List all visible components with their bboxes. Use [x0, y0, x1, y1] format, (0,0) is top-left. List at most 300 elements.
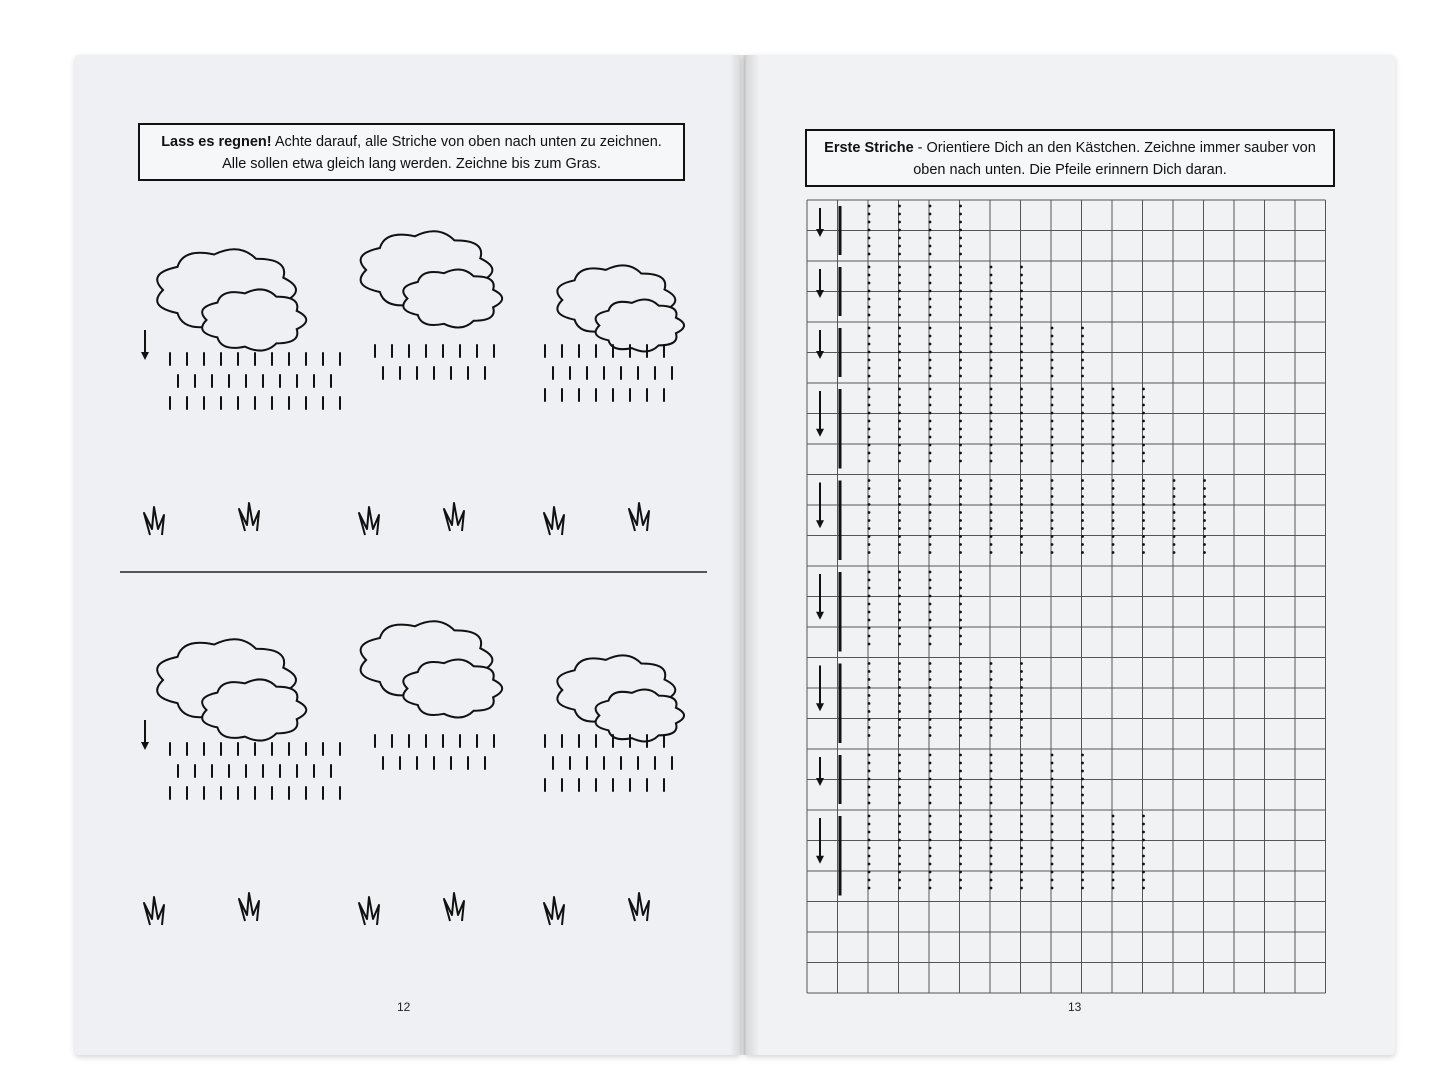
trace-dot — [868, 855, 871, 858]
trace-dot — [898, 734, 901, 737]
trace-dot — [868, 351, 871, 354]
trace-dot — [959, 460, 962, 463]
trace-dot — [1173, 479, 1176, 482]
trace-dot — [868, 778, 871, 781]
trace-dot — [929, 479, 932, 482]
trace-dot — [929, 367, 932, 370]
trace-dot — [1051, 535, 1054, 538]
trace-dot — [1051, 335, 1054, 338]
trace-dot — [990, 343, 993, 346]
trace-dot — [1051, 823, 1054, 826]
trace-dot — [929, 794, 932, 797]
trace-dot — [1112, 404, 1115, 407]
trace-dot — [990, 678, 993, 681]
trace-dot — [898, 619, 901, 622]
trace-dot — [929, 487, 932, 490]
trace-dot — [868, 205, 871, 208]
trace-dot — [868, 694, 871, 697]
trace-dot — [898, 778, 901, 781]
trace-dot — [1112, 879, 1115, 882]
trace-dot — [1051, 436, 1054, 439]
trace-dot — [929, 511, 932, 514]
trace-dot — [959, 388, 962, 391]
trace-dot — [1020, 710, 1023, 713]
trace-dot — [1142, 551, 1145, 554]
trace-dot — [1081, 887, 1084, 890]
trace-dot — [1112, 871, 1115, 874]
trace-dot — [898, 290, 901, 293]
trace-dot — [1173, 527, 1176, 530]
trace-dot — [959, 686, 962, 689]
trace-dot — [929, 460, 932, 463]
trace-dot — [868, 762, 871, 765]
trace-dot — [868, 444, 871, 447]
trace-dot — [898, 611, 901, 614]
trace-dot — [959, 444, 962, 447]
right-instruction-title: Erste Striche — [824, 140, 914, 156]
grass-icon — [629, 893, 649, 921]
trace-dot — [1112, 855, 1115, 858]
trace-dot — [1051, 762, 1054, 765]
trace-dot — [1020, 452, 1023, 455]
grass-icon — [144, 897, 164, 925]
trace-dot — [1112, 535, 1115, 538]
trace-dot — [868, 770, 871, 773]
trace-dot — [1020, 839, 1023, 842]
trace-dot — [959, 290, 962, 293]
trace-dot — [868, 388, 871, 391]
trace-dot — [1020, 479, 1023, 482]
trace-dot — [990, 420, 993, 423]
trace-dot — [959, 375, 962, 378]
trace-dot — [959, 778, 962, 781]
cloud-icon — [202, 679, 306, 740]
trace-dot — [929, 726, 932, 729]
trace-dot — [1081, 511, 1084, 514]
trace-dot — [959, 678, 962, 681]
trace-dot — [929, 734, 932, 737]
trace-dot — [868, 802, 871, 805]
arrow-down-icon — [816, 290, 824, 298]
trace-dot — [959, 831, 962, 834]
trace-dot — [990, 670, 993, 673]
trace-dot — [929, 351, 932, 354]
trace-dot — [929, 452, 932, 455]
trace-dot — [868, 412, 871, 415]
trace-dot — [1142, 871, 1145, 874]
trace-dot — [1020, 343, 1023, 346]
trace-dot — [1051, 815, 1054, 818]
trace-dot — [959, 503, 962, 506]
right-grid-exercise — [807, 200, 1326, 993]
trace-dot — [868, 266, 871, 269]
trace-dot — [1020, 686, 1023, 689]
trace-dot — [868, 404, 871, 407]
trace-dot — [1081, 831, 1084, 834]
trace-dot — [868, 359, 871, 362]
trace-dot — [1020, 662, 1023, 665]
trace-dot — [959, 306, 962, 309]
trace-dot — [898, 511, 901, 514]
trace-dot — [868, 396, 871, 399]
trace-dot — [929, 571, 932, 574]
trace-dot — [898, 579, 901, 582]
trace-dot — [959, 213, 962, 216]
trace-dot — [929, 359, 932, 362]
trace-dot — [898, 855, 901, 858]
trace-dot — [929, 375, 932, 378]
trace-dot — [1081, 351, 1084, 354]
trace-dot — [990, 754, 993, 757]
trace-dot — [1020, 351, 1023, 354]
trace-dot — [868, 503, 871, 506]
trace-dot — [868, 327, 871, 330]
trace-dot — [1081, 794, 1084, 797]
trace-dot — [868, 710, 871, 713]
trace-dot — [868, 887, 871, 890]
trace-dot — [1112, 527, 1115, 530]
trace-dot — [1112, 815, 1115, 818]
trace-dot — [959, 603, 962, 606]
trace-dot — [929, 282, 932, 285]
arrow-down-icon — [816, 856, 824, 864]
trace-dot — [1142, 855, 1145, 858]
trace-dot — [1081, 871, 1084, 874]
trace-dot — [1020, 887, 1023, 890]
trace-dot — [1112, 847, 1115, 850]
trace-dot — [1051, 847, 1054, 850]
trace-dot — [1112, 551, 1115, 554]
trace-dot — [898, 587, 901, 590]
trace-dot — [929, 436, 932, 439]
trace-dot — [898, 786, 901, 789]
trace-dot — [1112, 495, 1115, 498]
trace-dot — [898, 839, 901, 842]
trace-dot — [929, 863, 932, 866]
trace-dot — [990, 412, 993, 415]
trace-dot — [1142, 823, 1145, 826]
trace-dot — [898, 754, 901, 757]
trace-dot — [990, 298, 993, 301]
trace-dot — [1142, 511, 1145, 514]
trace-dot — [959, 702, 962, 705]
trace-dot — [1051, 420, 1054, 423]
trace-dot — [1081, 762, 1084, 765]
trace-dot — [990, 396, 993, 399]
trace-dot — [990, 351, 993, 354]
trace-dot — [990, 282, 993, 285]
trace-dot — [898, 205, 901, 208]
trace-dot — [1020, 375, 1023, 378]
trace-dot — [929, 762, 932, 765]
arrow-down-icon — [816, 429, 824, 437]
trace-dot — [1020, 495, 1023, 498]
trace-dot — [1020, 396, 1023, 399]
trace-dot — [959, 282, 962, 285]
trace-dot — [1020, 274, 1023, 277]
trace-dot — [898, 375, 901, 378]
trace-dot — [868, 635, 871, 638]
trace-dot — [1081, 823, 1084, 826]
trace-dot — [1020, 306, 1023, 309]
trace-dot — [898, 543, 901, 546]
trace-dot — [1051, 479, 1054, 482]
trace-dot — [868, 579, 871, 582]
trace-dot — [1051, 452, 1054, 455]
trace-dot — [1051, 343, 1054, 346]
trace-dot — [1081, 786, 1084, 789]
arrow-down-icon — [816, 703, 824, 711]
trace-dot — [990, 535, 993, 538]
trace-dot — [990, 487, 993, 490]
trace-dot — [898, 770, 901, 773]
trace-dot — [959, 487, 962, 490]
trace-dot — [1081, 778, 1084, 781]
trace-dot — [1051, 327, 1054, 330]
trace-dot — [1142, 863, 1145, 866]
trace-dot — [929, 694, 932, 697]
trace-dot — [1203, 535, 1206, 538]
trace-dot — [1112, 543, 1115, 546]
trace-dot — [898, 298, 901, 301]
trace-dot — [1020, 535, 1023, 538]
trace-dot — [1081, 396, 1084, 399]
trace-dot — [898, 879, 901, 882]
trace-dot — [959, 314, 962, 317]
trace-dot — [959, 519, 962, 522]
trace-dot — [1112, 436, 1115, 439]
trace-dot — [959, 802, 962, 805]
trace-dot — [1020, 670, 1023, 673]
trace-dot — [990, 375, 993, 378]
trace-dot — [1081, 420, 1084, 423]
trace-dot — [1081, 535, 1084, 538]
trace-dot — [898, 351, 901, 354]
trace-dot — [1112, 479, 1115, 482]
trace-dot — [868, 460, 871, 463]
trace-dot — [1051, 802, 1054, 805]
trace-dot — [868, 863, 871, 866]
trace-dot — [868, 535, 871, 538]
trace-dot — [929, 627, 932, 630]
trace-dot — [898, 367, 901, 370]
trace-dot — [868, 831, 871, 834]
trace-dot — [929, 314, 932, 317]
trace-dot — [929, 823, 932, 826]
trace-dot — [959, 619, 962, 622]
trace-dot — [990, 495, 993, 498]
trace-dot — [898, 718, 901, 721]
trace-dot — [990, 452, 993, 455]
trace-dot — [1142, 479, 1145, 482]
trace-dot — [868, 253, 871, 256]
trace-dot — [1142, 420, 1145, 423]
trace-dot — [868, 343, 871, 346]
trace-dot — [1081, 527, 1084, 530]
trace-dot — [990, 306, 993, 309]
trace-dot — [868, 754, 871, 757]
trace-dot — [959, 327, 962, 330]
trace-dot — [959, 855, 962, 858]
trace-dot — [868, 487, 871, 490]
trace-dot — [898, 444, 901, 447]
trace-dot — [959, 595, 962, 598]
trace-dot — [1203, 519, 1206, 522]
trace-dot — [929, 420, 932, 423]
trace-dot — [990, 815, 993, 818]
trace-dot — [959, 412, 962, 415]
trace-dot — [1142, 495, 1145, 498]
trace-dot — [990, 778, 993, 781]
trace-dot — [898, 694, 901, 697]
trace-dot — [1112, 863, 1115, 866]
trace-dot — [898, 527, 901, 530]
trace-dot — [959, 770, 962, 773]
trace-dot — [990, 871, 993, 874]
trace-dot — [1173, 487, 1176, 490]
trace-dot — [1081, 479, 1084, 482]
trace-dot — [1142, 388, 1145, 391]
trace-dot — [868, 298, 871, 301]
trace-dot — [1020, 770, 1023, 773]
trace-dot — [1020, 327, 1023, 330]
trace-dot — [929, 274, 932, 277]
trace-dot — [1081, 335, 1084, 338]
trace-dot — [868, 479, 871, 482]
trace-dot — [1081, 551, 1084, 554]
trace-dot — [1173, 495, 1176, 498]
trace-dot — [990, 855, 993, 858]
trace-dot — [929, 388, 932, 391]
trace-dot — [929, 412, 932, 415]
trace-dot — [990, 428, 993, 431]
trace-dot — [898, 460, 901, 463]
trace-dot — [1142, 839, 1145, 842]
trace-dot — [990, 662, 993, 665]
trace-dot — [1081, 388, 1084, 391]
trace-dot — [990, 734, 993, 737]
trace-dot — [1020, 266, 1023, 269]
trace-dot — [1112, 444, 1115, 447]
trace-dot — [1081, 879, 1084, 882]
trace-dot — [1020, 734, 1023, 737]
trace-dot — [898, 815, 901, 818]
arrow-down-icon — [816, 520, 824, 528]
trace-dot — [1142, 543, 1145, 546]
grass-icon — [359, 897, 379, 925]
trace-dot — [959, 871, 962, 874]
trace-dot — [929, 887, 932, 890]
trace-dot — [898, 213, 901, 216]
trace-dot — [1051, 367, 1054, 370]
trace-dot — [868, 595, 871, 598]
grass-icon — [359, 507, 379, 535]
trace-dot — [1081, 495, 1084, 498]
trace-dot — [959, 887, 962, 890]
trace-dot — [1203, 543, 1206, 546]
trace-dot — [990, 686, 993, 689]
trace-dot — [959, 205, 962, 208]
trace-dot — [1020, 412, 1023, 415]
trace-dot — [959, 839, 962, 842]
left-instruction-title: Lass es regnen! — [161, 134, 272, 150]
trace-dot — [1173, 535, 1176, 538]
trace-dot — [1081, 404, 1084, 407]
trace-dot — [868, 587, 871, 590]
trace-dot — [1112, 428, 1115, 431]
trace-dot — [1020, 802, 1023, 805]
trace-dot — [1051, 831, 1054, 834]
trace-dot — [1051, 527, 1054, 530]
trace-dot — [1081, 863, 1084, 866]
trace-dot — [868, 686, 871, 689]
trace-dot — [1081, 436, 1084, 439]
trace-dot — [929, 831, 932, 834]
trace-dot — [898, 863, 901, 866]
trace-dot — [898, 428, 901, 431]
trace-dot — [1142, 535, 1145, 538]
trace-dot — [898, 221, 901, 224]
trace-dot — [1142, 847, 1145, 850]
trace-dot — [1203, 511, 1206, 514]
trace-dot — [868, 726, 871, 729]
trace-dot — [929, 213, 932, 216]
trace-dot — [990, 479, 993, 482]
trace-dot — [1173, 503, 1176, 506]
trace-dot — [1142, 428, 1145, 431]
trace-dot — [1020, 511, 1023, 514]
trace-dot — [929, 519, 932, 522]
trace-dot — [1173, 551, 1176, 554]
trace-dot — [959, 662, 962, 665]
left-page-number: 12 — [397, 1000, 411, 1014]
trace-dot — [1203, 527, 1206, 530]
trace-dot — [959, 587, 962, 590]
trace-dot — [959, 253, 962, 256]
trace-dot — [1020, 694, 1023, 697]
trace-dot — [959, 726, 962, 729]
trace-dot — [868, 543, 871, 546]
trace-dot — [1020, 436, 1023, 439]
trace-dot — [929, 306, 932, 309]
trace-dot — [868, 274, 871, 277]
trace-dot — [959, 452, 962, 455]
trace-dot — [1020, 726, 1023, 729]
trace-dot — [929, 327, 932, 330]
trace-dot — [929, 245, 932, 248]
trace-dot — [1142, 452, 1145, 455]
trace-dot — [929, 635, 932, 638]
trace-dot — [929, 587, 932, 590]
trace-dot — [1081, 770, 1084, 773]
trace-dot — [1112, 420, 1115, 423]
trace-dot — [1081, 460, 1084, 463]
trace-dot — [898, 274, 901, 277]
cloud-icon — [202, 289, 306, 350]
trace-dot — [1142, 436, 1145, 439]
trace-dot — [990, 879, 993, 882]
trace-dot — [1081, 375, 1084, 378]
trace-dot — [929, 543, 932, 546]
grass-icon — [629, 503, 649, 531]
trace-dot — [990, 718, 993, 721]
trace-dot — [959, 245, 962, 248]
trace-dot — [1112, 452, 1115, 455]
trace-dot — [990, 702, 993, 705]
trace-dot — [898, 237, 901, 240]
trace-dot — [1020, 815, 1023, 818]
trace-dot — [868, 879, 871, 882]
